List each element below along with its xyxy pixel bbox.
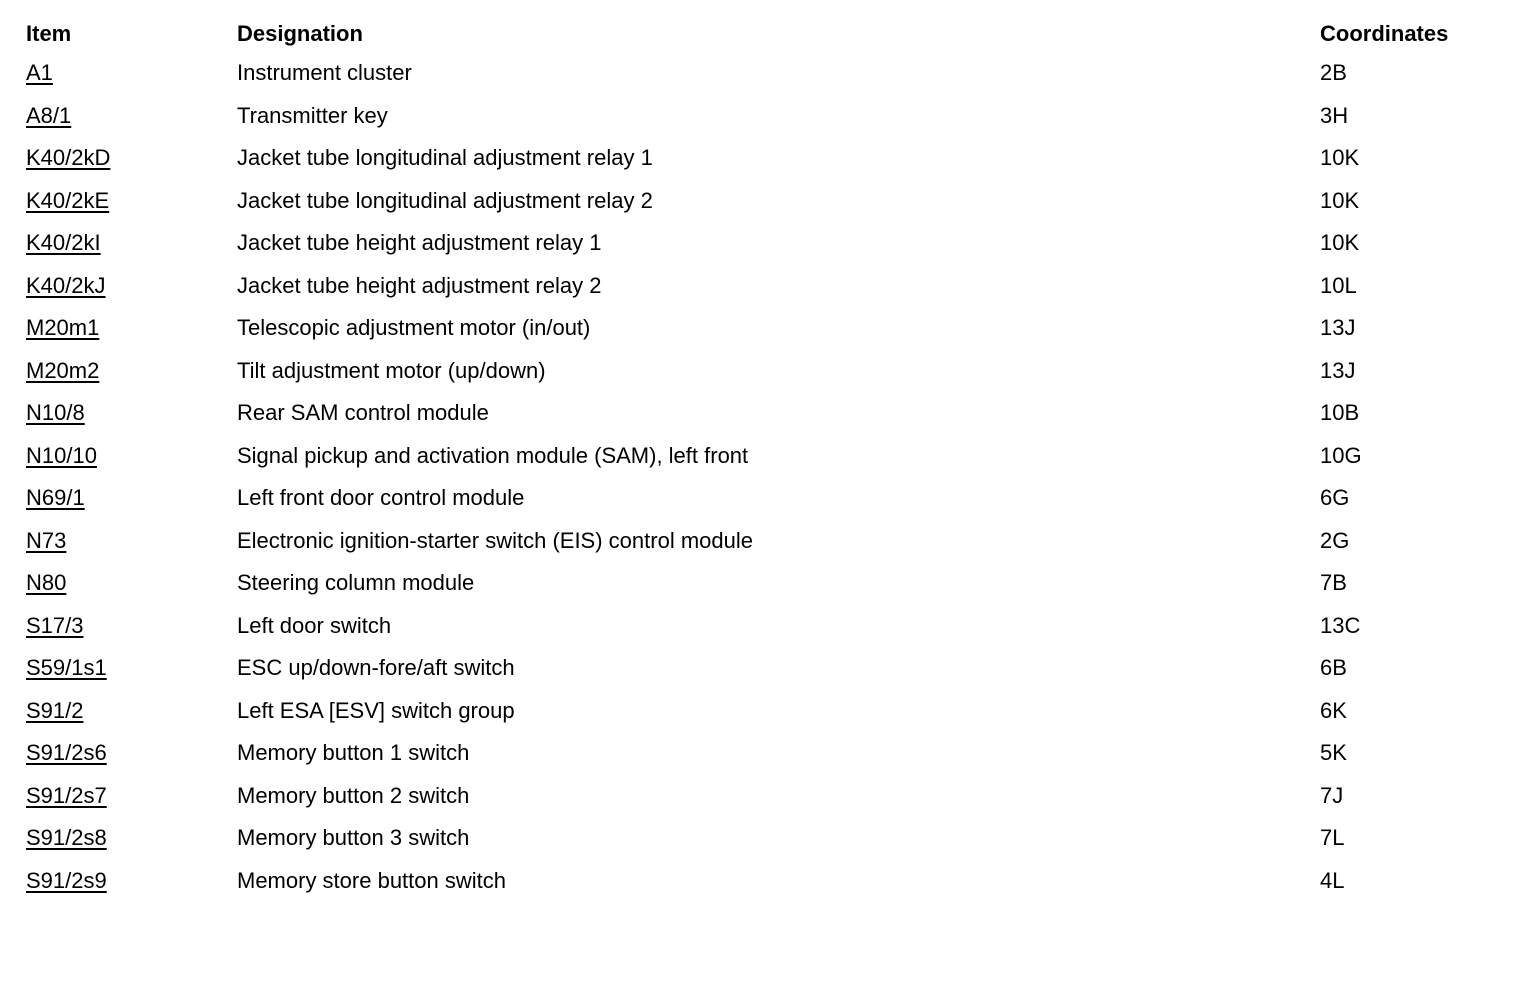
item-cell <box>26 477 237 520</box>
coordinates-cell: 7L <box>1320 825 1345 851</box>
item-cell <box>26 860 237 903</box>
table-row <box>26 647 1496 690</box>
designation-cell: Transmitter key <box>237 102 388 128</box>
header-designation: Designation <box>237 21 363 46</box>
table-row <box>26 732 1496 775</box>
coordinates-cell: 4L <box>1320 867 1345 893</box>
designation-cell: Telescopic adjustment motor (in/out) <box>237 315 591 341</box>
item-cell <box>26 817 237 860</box>
designation-cell: Steering column module <box>237 570 475 596</box>
coordinates-cell: 10K <box>1320 230 1360 256</box>
designation-cell: Memory store button switch <box>237 867 506 893</box>
item-link[interactable]: A1 <box>26 60 53 86</box>
designation-cell: Left front door control module <box>237 485 525 511</box>
item-cell <box>26 95 237 138</box>
designation-cell: Jacket tube height adjustment relay 1 <box>237 230 602 256</box>
item-link[interactable]: N73 <box>26 527 67 553</box>
table-row <box>26 520 1496 563</box>
item-link[interactable]: K40/2kJ <box>26 272 106 298</box>
designation-cell: Rear SAM control module <box>237 400 489 426</box>
designation-cell: Signal pickup and activation module (SAM), left front <box>237 442 749 468</box>
item-cell <box>26 690 237 733</box>
table-row <box>26 137 1496 180</box>
table-row <box>26 222 1496 265</box>
item-link[interactable]: S91/2 <box>26 697 84 723</box>
item-cell <box>26 775 237 818</box>
table-row <box>26 605 1496 648</box>
coordinates-cell: 2B <box>1320 60 1347 86</box>
designation-cell: ESC up/down-fore/aft switch <box>237 655 515 681</box>
item-link[interactable]: S91/2s7 <box>26 782 107 808</box>
item-link[interactable]: S91/2s6 <box>26 740 107 766</box>
table-body <box>26 52 1496 902</box>
item-link[interactable]: M20m2 <box>26 357 100 383</box>
header-item: Item <box>26 21 72 46</box>
item-link[interactable]: N10/8 <box>26 400 85 426</box>
item-cell <box>26 350 237 393</box>
table-row <box>26 307 1496 350</box>
designation-cell: Jacket tube longitudinal adjustment relay 2 <box>237 187 653 213</box>
item-cell <box>26 392 237 435</box>
coordinates-cell: 10L <box>1320 272 1357 298</box>
item-cell <box>26 180 237 223</box>
item-cell <box>26 520 237 563</box>
table-row <box>26 690 1496 733</box>
item-cell <box>26 307 237 350</box>
item-cell <box>26 605 237 648</box>
coordinates-cell: 13J <box>1320 315 1356 341</box>
item-link[interactable]: S59/1s1 <box>26 655 107 681</box>
table-row <box>26 350 1496 393</box>
item-cell <box>26 137 237 180</box>
item-link[interactable]: S91/2s9 <box>26 867 107 893</box>
coordinates-cell: 10K <box>1320 187 1360 213</box>
table-row <box>26 95 1496 138</box>
item-cell <box>26 435 237 478</box>
designation-cell: Jacket tube height adjustment relay 2 <box>237 272 602 298</box>
item-link[interactable]: K40/2kD <box>26 145 111 171</box>
header-coordinates: Coordinates <box>1320 21 1449 46</box>
coordinates-cell: 2G <box>1320 527 1350 553</box>
header-row <box>26 16 1496 52</box>
item-cell <box>26 265 237 308</box>
coordinates-cell: 6G <box>1320 485 1350 511</box>
item-link[interactable]: M20m1 <box>26 315 100 341</box>
coordinates-cell: 10K <box>1320 145 1360 171</box>
item-link[interactable]: K40/2kE <box>26 187 110 213</box>
item-cell <box>26 52 237 95</box>
coordinates-cell: 6B <box>1320 655 1347 681</box>
table-row <box>26 817 1496 860</box>
designation-cell: Jacket tube longitudinal adjustment relay 1 <box>237 145 653 171</box>
component-legend-table <box>26 16 1496 902</box>
item-link[interactable]: A8/1 <box>26 102 72 128</box>
coordinates-cell: 7B <box>1320 570 1347 596</box>
designation-cell: Memory button 2 switch <box>237 782 470 808</box>
coordinates-cell: 10B <box>1320 400 1360 426</box>
table-row <box>26 562 1496 605</box>
table-row <box>26 775 1496 818</box>
item-cell <box>26 647 237 690</box>
designation-cell: Electronic ignition-starter switch (EIS) control module <box>237 527 753 553</box>
coordinates-cell: 3H <box>1320 102 1349 128</box>
coordinates-cell: 10G <box>1320 442 1362 468</box>
designation-cell: Memory button 3 switch <box>237 825 470 851</box>
item-link[interactable]: S91/2s8 <box>26 825 107 851</box>
table-row <box>26 392 1496 435</box>
coordinates-cell: 13J <box>1320 357 1356 383</box>
designation-cell: Left door switch <box>237 612 392 638</box>
coordinates-cell: 7J <box>1320 782 1344 808</box>
item-link[interactable]: N10/10 <box>26 442 97 468</box>
table-row <box>26 265 1496 308</box>
table-row <box>26 477 1496 520</box>
designation-cell: Instrument cluster <box>237 60 412 86</box>
designation-cell: Tilt adjustment motor (up/down) <box>237 357 546 383</box>
designation-cell: Left ESA [ESV] switch group <box>237 697 515 723</box>
table-row <box>26 52 1496 95</box>
designation-cell: Memory button 1 switch <box>237 740 470 766</box>
item-link[interactable]: S17/3 <box>26 612 84 638</box>
coordinates-cell: 5K <box>1320 740 1347 766</box>
item-cell <box>26 732 237 775</box>
table-row <box>26 180 1496 223</box>
coordinates-cell: 6K <box>1320 697 1347 723</box>
item-cell <box>26 562 237 605</box>
item-link[interactable]: N80 <box>26 570 67 596</box>
table-row <box>26 435 1496 478</box>
item-link[interactable]: N69/1 <box>26 485 85 511</box>
coordinates-cell: 13C <box>1320 612 1361 638</box>
item-link[interactable]: K40/2kI <box>26 230 101 256</box>
table-row <box>26 860 1496 903</box>
item-cell <box>26 222 237 265</box>
